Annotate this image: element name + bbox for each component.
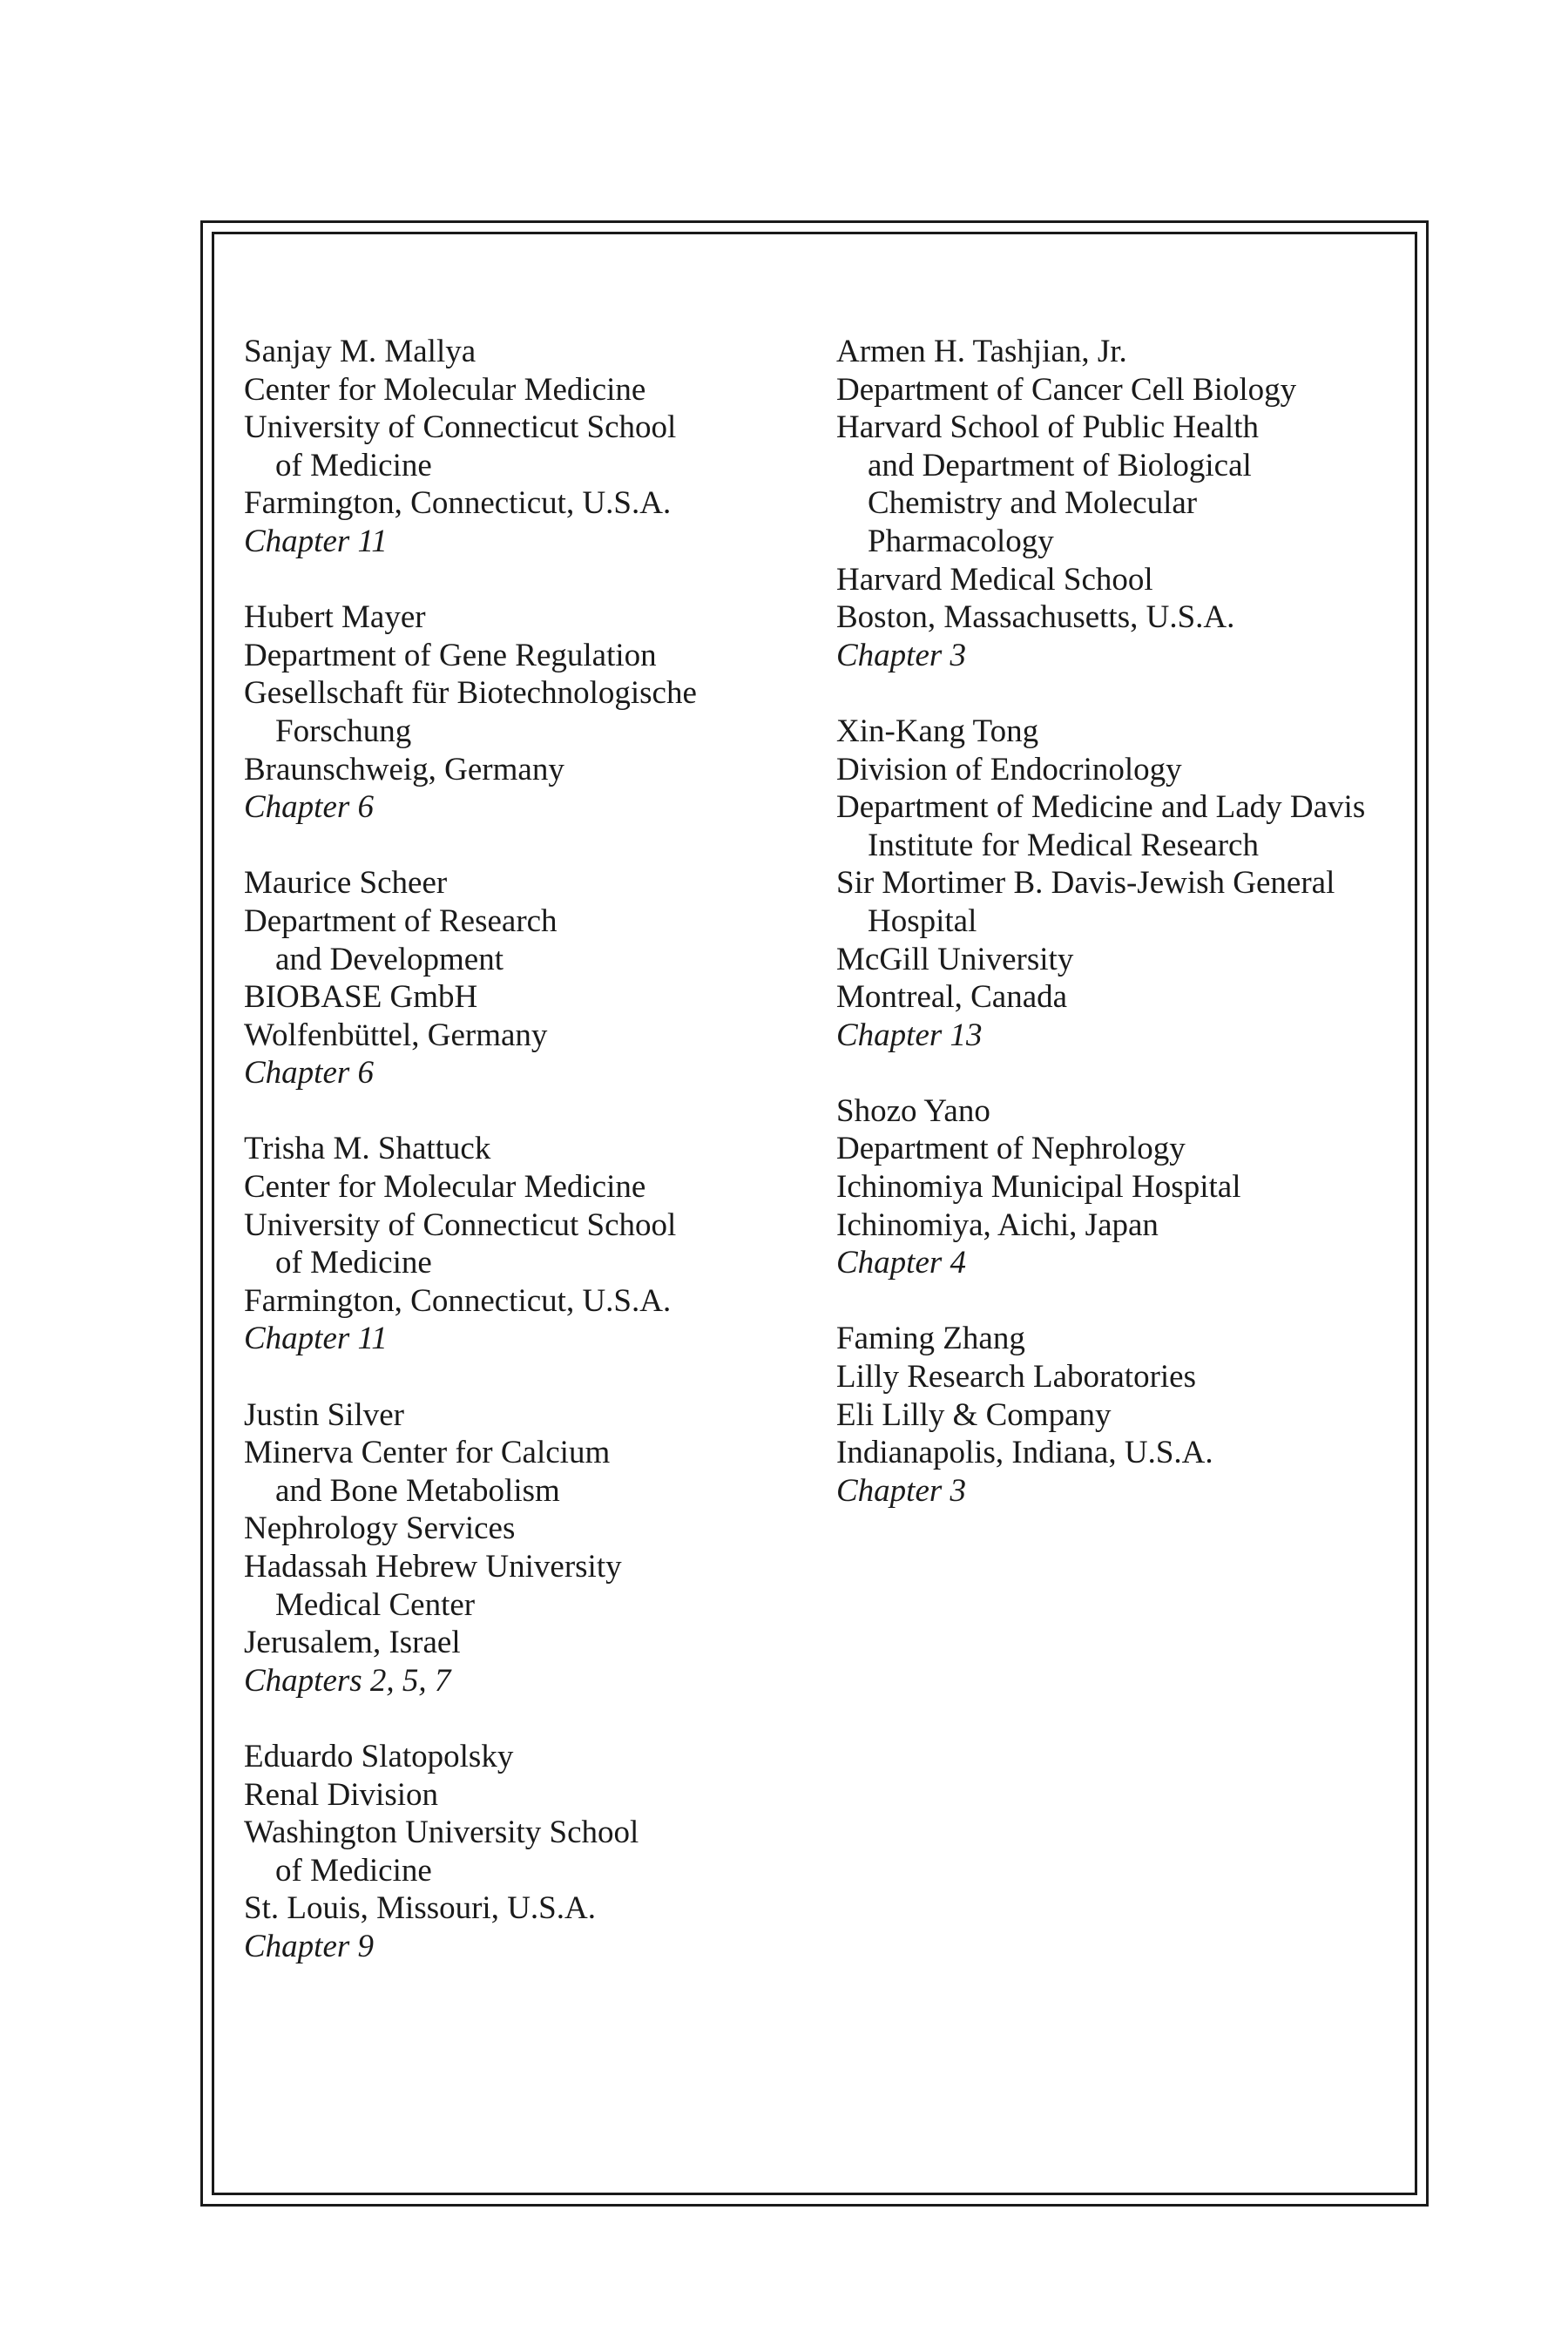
contributor-name: Armen H. Tashjian, Jr. <box>836 334 1127 369</box>
contributor-name: Justin Silver <box>244 1396 404 1433</box>
affiliation-line: Gesellschaft für Biotechnologische <box>244 675 697 712</box>
contributor-entry <box>244 333 767 561</box>
affiliation-line: Hospital <box>868 902 977 939</box>
contributor-entry <box>244 1738 767 1966</box>
contributor-entry <box>836 333 1411 674</box>
affiliation-line: St. Louis, Missouri, U.S.A. <box>244 1890 596 1927</box>
affiliation-line: Indianapolis, Indiana, U.S.A. <box>836 1435 1213 1471</box>
chapter-reference: Chapter 3 <box>836 1472 967 1509</box>
contributor-entry <box>244 1130 767 1358</box>
affiliation-line: Ichinomiya, Aichi, Japan <box>836 1206 1159 1243</box>
affiliation-line: of Medicine <box>275 1245 432 1281</box>
contributor-name: Faming Zhang <box>836 1321 1025 1357</box>
affiliation-line: Wolfenbüttel, Germany <box>244 1017 548 1053</box>
chapter-reference: Chapter 4 <box>836 1245 967 1281</box>
chapter-reference: Chapter 3 <box>836 637 967 673</box>
contributors-left-column <box>244 333 767 2004</box>
affiliation-line: Department of Cancer Cell Biology <box>836 371 1297 408</box>
contributor-name: Shozo Yano <box>836 1092 990 1129</box>
contributor-entry <box>836 1320 1411 1510</box>
contributor-entry <box>244 598 767 827</box>
affiliation-line: Eli Lilly & Company <box>836 1396 1112 1433</box>
affiliation-line: of Medicine <box>275 447 432 483</box>
affiliation-line: Department of Gene Regulation <box>244 637 657 673</box>
affiliation-line: and Development <box>275 941 504 977</box>
affiliation-line: University of Connecticut School <box>244 1206 677 1243</box>
affiliation-line: Harvard Medical School <box>836 561 1153 598</box>
affiliation-line: Washington University School <box>244 1815 639 1851</box>
affiliation-line: Pharmacology <box>868 523 1054 559</box>
chapter-reference: Chapter 11 <box>244 1321 388 1357</box>
contributors-right-column <box>836 333 1411 1548</box>
contributor-name: Maurice Scheer <box>244 865 448 902</box>
affiliation-line: BIOBASE GmbH <box>244 979 478 1016</box>
affiliation-line: of Medicine <box>275 1852 432 1889</box>
contributor-entry <box>836 713 1411 1054</box>
affiliation-line: Department of Nephrology <box>836 1131 1186 1167</box>
affiliation-line: Chemistry and Molecular <box>868 485 1198 522</box>
chapter-reference: Chapter 13 <box>836 1017 983 1053</box>
affiliation-line: Nephrology Services <box>244 1511 516 1547</box>
affiliation-line: Farmington, Connecticut, U.S.A. <box>244 485 672 522</box>
affiliation-line: and Department of Biological <box>868 447 1252 483</box>
affiliation-line: Center for Molecular Medicine <box>244 371 646 408</box>
contributor-entry <box>836 1092 1411 1282</box>
contributor-name: Hubert Mayer <box>244 599 426 636</box>
contributor-name: Sanjay M. Mallya <box>244 334 476 369</box>
affiliation-line: Farmington, Connecticut, U.S.A. <box>244 1282 672 1319</box>
chapter-reference: Chapter 11 <box>244 523 388 559</box>
affiliation-line: Minerva Center for Calcium <box>244 1435 611 1471</box>
affiliation-line: Division of Endocrinology <box>836 751 1182 787</box>
affiliation-line: Medical Center <box>275 1586 476 1623</box>
affiliation-line: Braunschweig, Germany <box>244 751 564 787</box>
affiliation-line: Montreal, Canada <box>836 979 1068 1016</box>
affiliation-line: and Bone Metabolism <box>275 1472 560 1509</box>
chapter-reference: Chapter 9 <box>244 1928 375 1964</box>
affiliation-line: Harvard School of Public Health <box>836 409 1259 446</box>
affiliation-line: Department of Medicine and Lady Davis <box>836 789 1366 826</box>
affiliation-line: Jerusalem, Israel <box>244 1625 461 1661</box>
chapter-reference: Chapter 6 <box>244 789 375 826</box>
affiliation-line: Ichinomiya Municipal Hospital <box>836 1169 1241 1206</box>
affiliation-line: Renal Division <box>244 1776 439 1813</box>
affiliation-line: Department of Research <box>244 902 558 939</box>
affiliation-line: Center for Molecular Medicine <box>244 1169 646 1206</box>
contributor-name: Trisha M. Shattuck <box>244 1131 491 1167</box>
affiliation-line: Sir Mortimer B. Davis-Jewish General <box>836 865 1335 902</box>
contributor-entry <box>244 1396 767 1700</box>
affiliation-line: Boston, Massachusetts, U.S.A. <box>836 599 1235 636</box>
affiliation-line: University of Connecticut School <box>244 409 677 446</box>
contributor-name: Xin-Kang Tong <box>836 713 1039 749</box>
affiliation-line: Institute for Medical Research <box>868 827 1259 863</box>
affiliation-line: Lilly Research Laboratories <box>836 1359 1196 1396</box>
affiliation-line: Forschung <box>275 713 412 749</box>
chapter-reference: Chapters 2, 5, 7 <box>244 1662 451 1699</box>
contributor-entry <box>244 864 767 1092</box>
chapter-reference: Chapter 6 <box>244 1055 375 1092</box>
affiliation-line: Hadassah Hebrew University <box>244 1549 622 1585</box>
contributor-name: Eduardo Slatopolsky <box>244 1738 514 1774</box>
affiliation-line: McGill University <box>836 941 1074 977</box>
